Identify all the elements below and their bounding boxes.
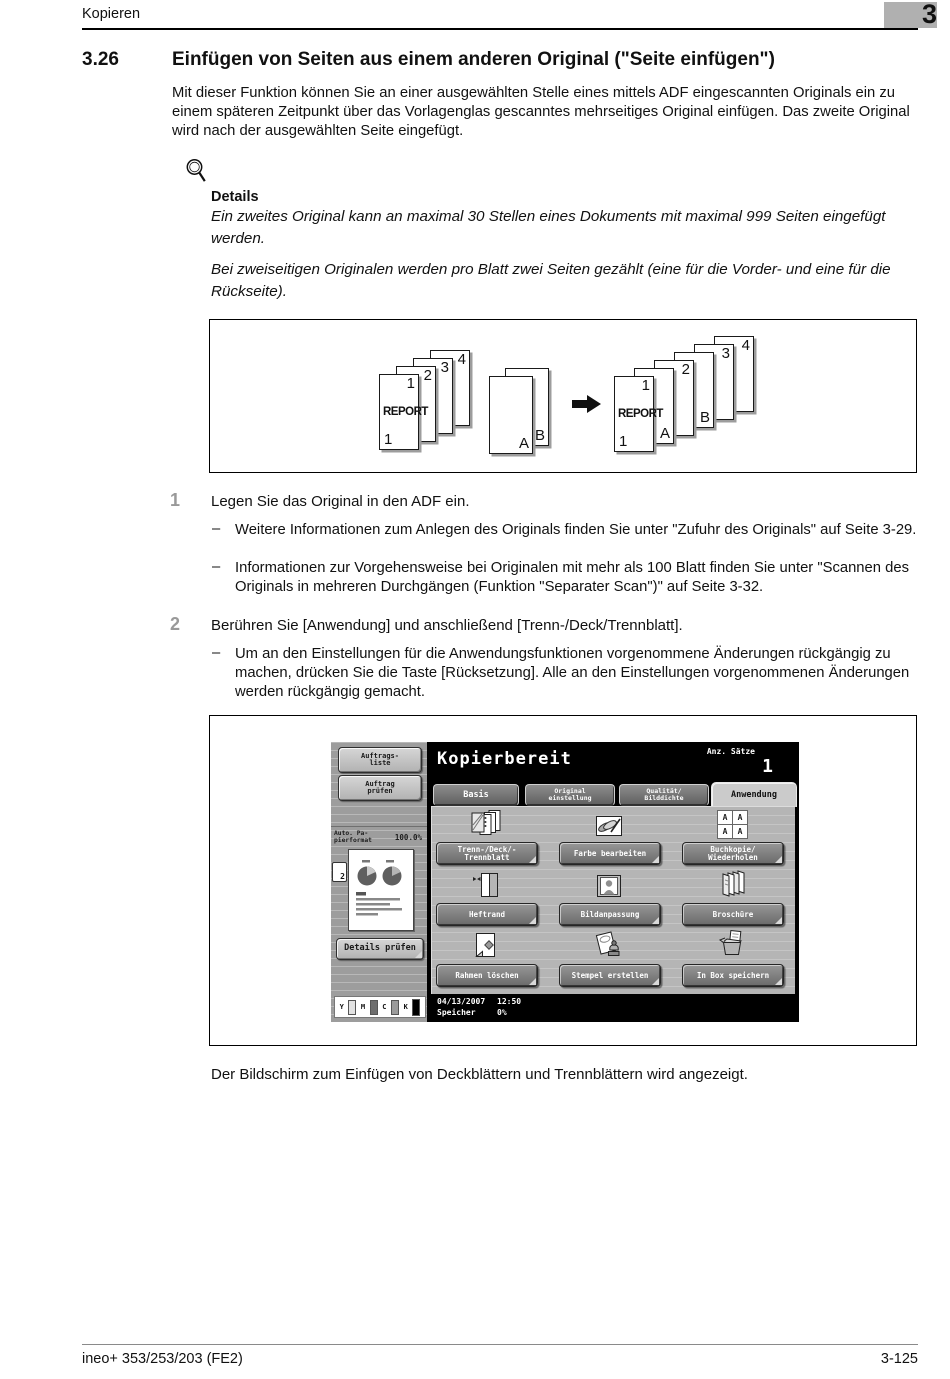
toner-bar-k bbox=[412, 999, 420, 1016]
bullet-dash: – bbox=[212, 559, 221, 575]
report-title: REPORT bbox=[618, 408, 663, 420]
job-check-label: prüfen bbox=[367, 787, 393, 795]
toner-bar-m bbox=[370, 1000, 378, 1015]
sets-label: Anz. Sätze bbox=[706, 747, 755, 756]
details-heading: Details bbox=[211, 189, 259, 205]
tab-qualitaet-bilddichte[interactable] bbox=[619, 784, 709, 806]
bullet-text: Um an den Einstellungen für die Anwendungsfunktionen vorgenommene Änderungen rückgängig zu machen, drücken Sie die Taste [Rücksetzung]. Alle an den Einstellungen vorgenommenen Änderungen werden rückgängig gemacht. bbox=[235, 646, 910, 700]
status-date: 04/13/2007 bbox=[437, 997, 486, 1006]
fn-label: Buchkopie/ bbox=[710, 844, 756, 854]
page-label: 4 bbox=[741, 337, 750, 354]
screen-statusbar bbox=[427, 994, 799, 1022]
fn-label: Rahmen löschen bbox=[455, 970, 519, 980]
insert-arrow-icon bbox=[572, 394, 602, 419]
bullet-text: Informationen zur Vorgehensweise bei Originalen mit mehr als 100 Blatt finden Sie unter "Scannen des Originals in mehreren Durchgängen (Funktion "Separater Scan")" auf Seite 3-32. bbox=[235, 560, 909, 595]
job-list-label: liste bbox=[369, 759, 391, 767]
fn-broschuere-button[interactable] bbox=[682, 903, 784, 926]
toner-indicator bbox=[334, 996, 426, 1018]
paper-format-line: Auto. Pa- bbox=[334, 830, 369, 837]
toner-label-k: K bbox=[403, 1003, 408, 1011]
tab-basis-label: Basis bbox=[463, 790, 489, 800]
tray-number: 2 bbox=[340, 872, 345, 881]
repeat-letter: A bbox=[733, 825, 747, 838]
check-details-button[interactable] bbox=[336, 938, 424, 960]
fn-label: Trenn-/Deck/- bbox=[457, 844, 517, 854]
report-front-sheet bbox=[379, 374, 428, 450]
fn-stempel-erstellen-button[interactable] bbox=[559, 964, 661, 987]
status-message: Kopierbereit bbox=[437, 749, 572, 769]
magnifier-icon bbox=[184, 157, 210, 192]
details-paragraph: Ein zweites Original kann an maximal 30 Stellen eines Dokuments mit maximal 999 Seiten eingefügt werden. bbox=[211, 208, 886, 247]
toner-label-y: Y bbox=[339, 1003, 344, 1011]
job-check-label: Auftrag bbox=[365, 779, 395, 788]
separator-sheet-icon bbox=[469, 809, 503, 844]
tab-label: Original bbox=[554, 787, 586, 795]
page-label: 4 bbox=[457, 351, 466, 368]
stamp-icon bbox=[595, 930, 623, 965]
section-number: 3.26 bbox=[82, 49, 119, 70]
footer-model: ineo+ 353/253/203 (FE2) bbox=[82, 1351, 243, 1367]
insert-sheet bbox=[489, 376, 533, 454]
section-intro: Mit dieser Funktion können Sie an einer ausgewählten Stelle eines mittels ADF eingescannten Originals ein zu einem späteren Zeitpunkt über das Vorlagenglas gescanntes mehrseitiges Original einfügen. Das zweite Original wird nach der ausgewählten Seite eingefügt. bbox=[172, 85, 910, 139]
fn-label: Heftrand bbox=[468, 909, 506, 919]
page-label: 1 bbox=[619, 433, 628, 450]
preview-document-image bbox=[349, 850, 411, 928]
function-panel bbox=[431, 806, 795, 994]
page-label: 2 bbox=[681, 361, 690, 378]
step-text: Berühren Sie [Anwendung] und anschließend [Trenn-/Deck/Trennblatt]. bbox=[211, 617, 683, 634]
page-label: 1 bbox=[384, 431, 393, 448]
step-number: 1 bbox=[170, 490, 181, 510]
job-list-button[interactable] bbox=[338, 747, 422, 773]
fn-rahmen-loeschen-button[interactable] bbox=[436, 964, 538, 987]
memory-value: 0% bbox=[497, 1008, 507, 1017]
paper-format-line: pierformat bbox=[334, 836, 372, 844]
color-edit-icon bbox=[594, 812, 624, 845]
frame-erase-icon bbox=[472, 931, 500, 964]
result-text: Der Bildschirm zum Einfügen von Deckblättern und Trennblättern wird angezeigt. bbox=[211, 1066, 748, 1083]
fn-in-box-speichern-button[interactable] bbox=[682, 964, 784, 987]
step-text: Legen Sie das Original in den ADF ein. bbox=[211, 493, 470, 510]
screen-sidebar bbox=[331, 742, 427, 1022]
footer-rule bbox=[82, 1344, 918, 1345]
page-label: B bbox=[699, 409, 710, 426]
screenshot-box bbox=[209, 715, 917, 1046]
job-list-label: Auftrags- bbox=[361, 751, 399, 760]
toner-bar-y bbox=[348, 1000, 356, 1015]
fn-label: Stempel erstellen bbox=[571, 970, 649, 980]
page-label: A bbox=[518, 435, 529, 452]
fn-label: Trennblatt bbox=[464, 852, 510, 862]
report-front-sheet bbox=[614, 376, 663, 452]
details-paragraph: Bei zweiseitigen Originalen werden pro Blatt zwei Seiten gezählt (eine für die Vorder- und eine für die Rückseite). bbox=[211, 261, 891, 300]
fn-label: In Box speichern bbox=[696, 970, 770, 980]
memory-label: Speicher bbox=[437, 1008, 476, 1017]
toner-label-c: C bbox=[382, 1003, 387, 1011]
page-label: 1 bbox=[641, 377, 650, 394]
running-title: Kopieren bbox=[82, 6, 141, 22]
tab-original-einstellung[interactable] bbox=[525, 784, 615, 806]
sidebar-divider bbox=[331, 826, 427, 827]
check-details-label: Details prüfen bbox=[344, 943, 416, 954]
zoom-ratio: 100.0% bbox=[394, 833, 422, 842]
toner-bar-c bbox=[391, 1000, 399, 1015]
fn-trenn-deck-trennblatt-button[interactable] bbox=[436, 842, 538, 865]
repeat-letter: A bbox=[733, 811, 747, 824]
fn-label: Broschüre bbox=[712, 909, 754, 919]
sets-value: 1 bbox=[762, 756, 773, 777]
status-time: 12:50 bbox=[497, 997, 522, 1006]
repeat-letter: A bbox=[718, 811, 732, 824]
page-label: 3 bbox=[440, 359, 449, 376]
tab-label: Qualität/ bbox=[646, 787, 682, 795]
paper-format-label bbox=[334, 831, 372, 845]
fn-label: Farbe bearbeiten bbox=[573, 848, 647, 858]
tab-label: Bilddichte bbox=[644, 794, 684, 802]
report-title: REPORT bbox=[383, 406, 428, 418]
tab-anwendung[interactable] bbox=[711, 782, 797, 807]
fn-bildanpassung-button[interactable] bbox=[559, 903, 661, 926]
screen-header bbox=[427, 742, 799, 806]
fn-farbe-bearbeiten-button[interactable] bbox=[559, 842, 661, 865]
bullet-text: Weitere Informationen zum Anlegen des Originals finden Sie unter "Zufuhr des Originals" auf Seite 3-29. bbox=[235, 522, 917, 538]
chapter-number: 3 bbox=[921, 0, 937, 29]
binding-margin-icon bbox=[471, 871, 501, 904]
tab-anwendung-label: Anwendung bbox=[730, 790, 778, 800]
booklet-icon bbox=[717, 869, 747, 904]
footer-page-number: 3-125 bbox=[880, 1351, 918, 1367]
header-rule bbox=[82, 28, 918, 30]
page-preview bbox=[348, 849, 414, 931]
toner-label-m: M bbox=[360, 1003, 366, 1011]
bullet-dash: – bbox=[212, 521, 221, 537]
bullet-dash: – bbox=[212, 645, 221, 661]
page-label: B bbox=[534, 427, 545, 444]
copier-screen bbox=[331, 742, 799, 1022]
fn-label: Wiederholen bbox=[708, 852, 758, 862]
step-number: 2 bbox=[170, 614, 181, 634]
figure-box bbox=[209, 319, 917, 473]
page-label: 2 bbox=[423, 367, 432, 384]
fn-heftrand-button[interactable] bbox=[436, 903, 538, 926]
paper-tray-badge bbox=[332, 862, 347, 882]
section-title: Einfügen von Seiten aus einem anderen Original ("Seite einfügen") bbox=[172, 49, 775, 70]
fn-label: Bildanpassung bbox=[580, 909, 640, 919]
book-repeat-icon bbox=[717, 810, 748, 839]
tab-basis[interactable] bbox=[433, 784, 519, 806]
fn-buchkopie-wiederholen-button[interactable] bbox=[682, 842, 784, 865]
page-label: A bbox=[659, 425, 670, 442]
page-label: 3 bbox=[721, 345, 730, 362]
job-check-button[interactable] bbox=[338, 775, 422, 801]
save-to-box-icon bbox=[717, 929, 747, 964]
page-label: 1 bbox=[406, 375, 415, 392]
tab-label: einstellung bbox=[548, 794, 592, 802]
repeat-letter: A bbox=[718, 825, 732, 838]
image-adjust-icon bbox=[594, 873, 624, 904]
